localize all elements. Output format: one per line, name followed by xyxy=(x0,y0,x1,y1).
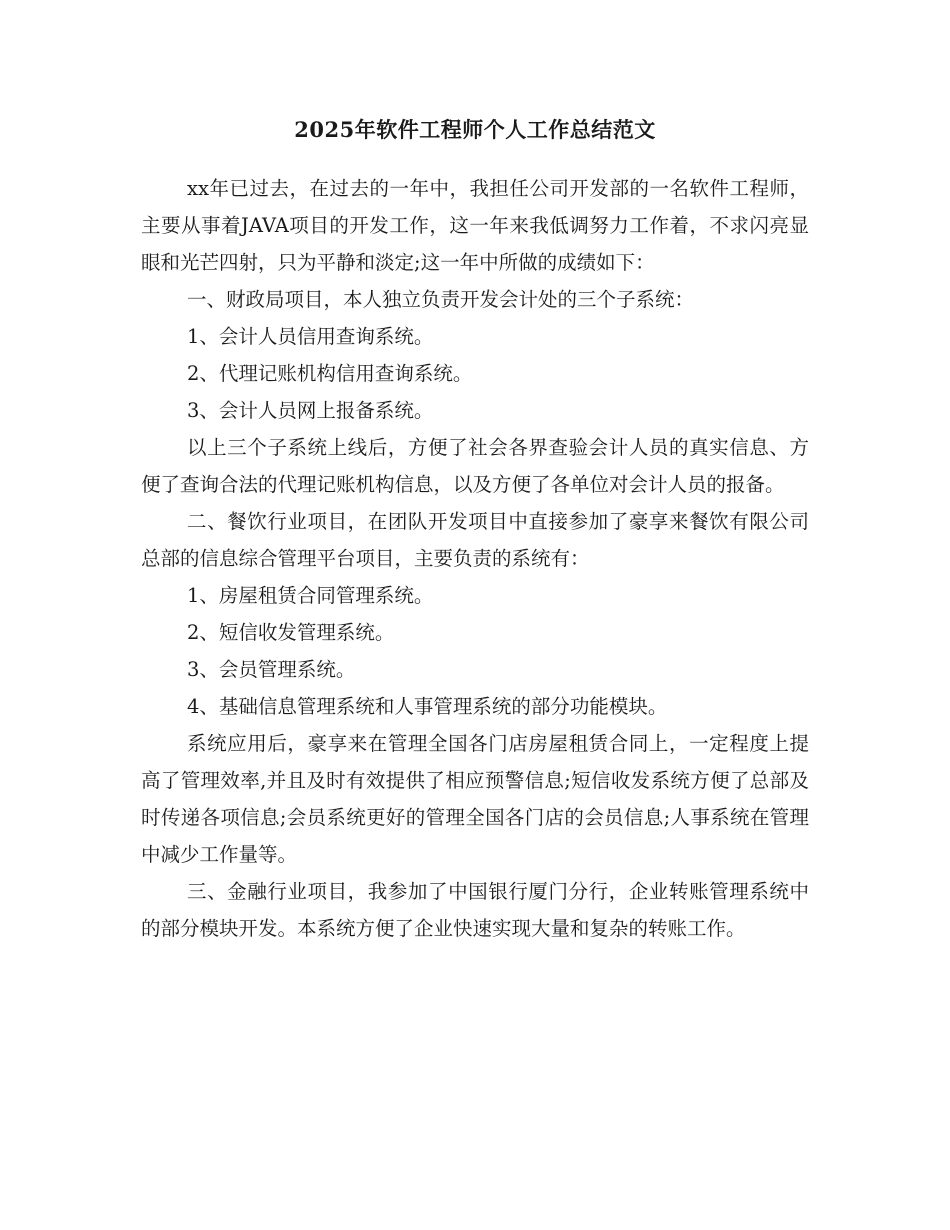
paragraph-section-1-summary: 以上三个子系统上线后，方便了社会各界查验会计人员的真实信息、方便了查询合法的代理记账机构信息，以及方便了各单位对会计人员的报备。 xyxy=(141,436,809,496)
paragraph-list-item: 3、会员管理系统。 xyxy=(187,658,356,681)
paragraph-section-2-summary: 系统应用后，豪享来在管理全国各门店房屋租赁合同上，一定程度上提高了管理效率,并且及时有效提供了相应预警信息;短信收发系统方便了总部及时传递各项信息;会员系统更好的管理全国各门店的会员信息;人事系统在管理中减少工作量等。 xyxy=(141,732,809,866)
paragraph-section-3: 三、金融行业项目，我参加了中国银行厦门分行，企业转账管理系统中的部分模块开发。本系统方便了企业快速实现大量和复杂的转账工作。 xyxy=(141,880,809,940)
paragraph-section-1-heading: 一、财政局项目，本人独立负责开发会计处的三个子系统： xyxy=(187,288,695,311)
paragraph-list-item: 1、会计人员信用查询系统。 xyxy=(187,325,434,348)
paragraph-intro: xx年已过去，在过去的一年中，我担任公司开发部的一名软件工程师，主要从事着JAVA项目的开发工作，这一年来我低调努力工作着，不求闪亮显眼和光芒四射，只为平静和淡定;这一年中所做的成绩如下： xyxy=(141,177,809,274)
paragraph-list-item: 4、基础信息管理系统和人事管理系统的部分功能模块。 xyxy=(187,695,668,718)
document-body xyxy=(141,112,809,947)
paragraph-section-2-heading: 二、餐饮行业项目，在团队开发项目中直接参加了豪享来餐饮有限公司总部的信息综合管理平台项目，主要负责的系统有： xyxy=(141,510,809,570)
paragraph-list-item: 3、会计人员网上报备系统。 xyxy=(187,399,434,422)
paragraph-list-item: 2、短信收发管理系统。 xyxy=(187,621,395,644)
paragraph-list-item: 1、房屋租赁合同管理系统。 xyxy=(187,584,434,607)
paragraph-list-item: 2、代理记账机构信用查询系统。 xyxy=(187,362,473,385)
document-title: 2025年软件工程师个人工作总结范文 xyxy=(294,117,656,142)
